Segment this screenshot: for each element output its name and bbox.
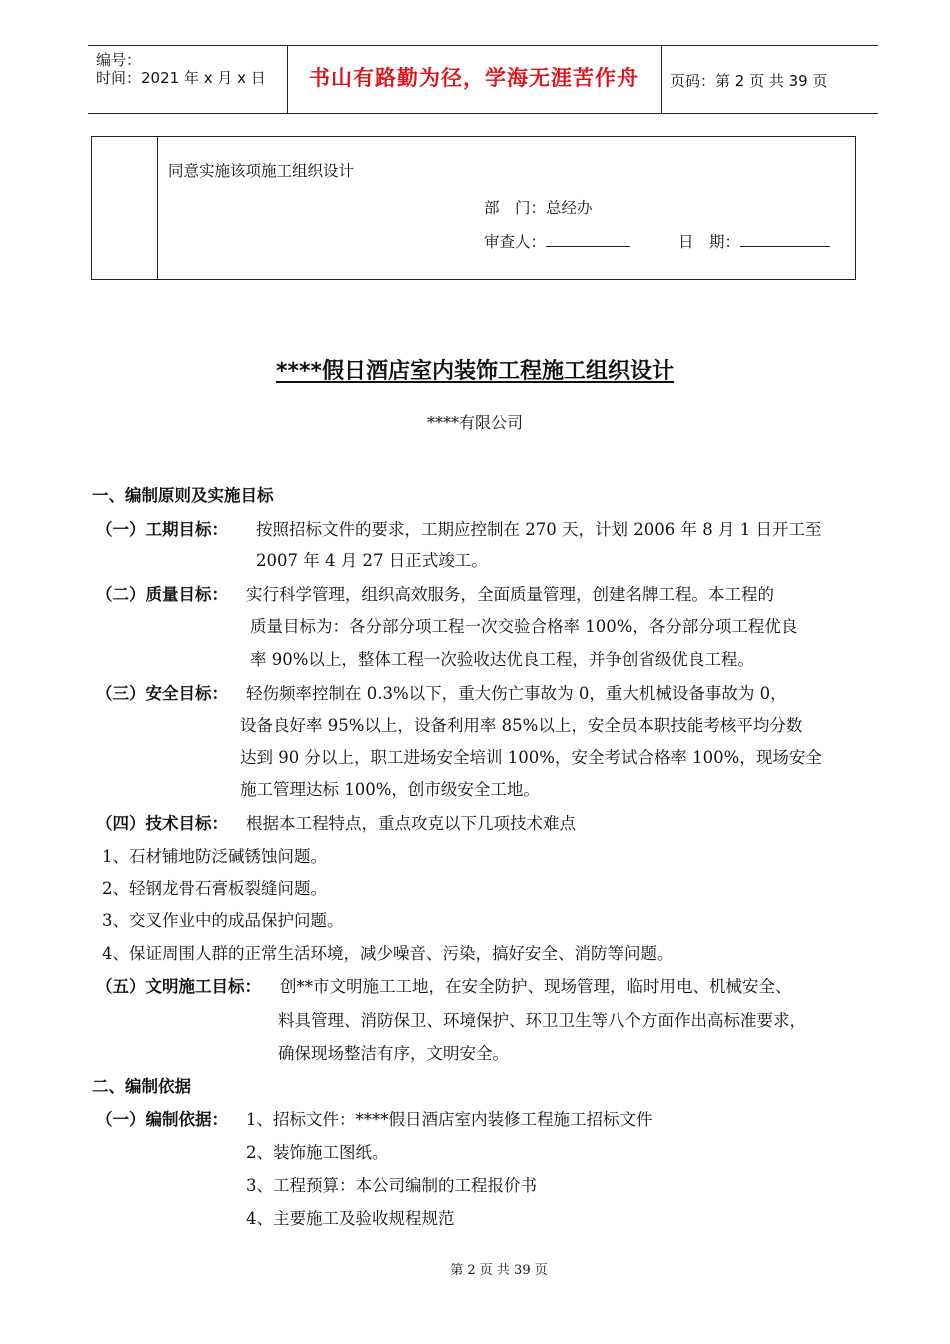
header-divider [661, 45, 662, 113]
goal-label-quality: （二）质量目标： [96, 585, 228, 604]
reviewer-label: 审查人： [484, 233, 547, 251]
paragraph-line: 按照招标文件的要求，工期应控制在 270 天，计划 2006 年 8 月 1 日开工至 [256, 520, 822, 539]
list-item: 2、装饰施工图纸。 [246, 1143, 389, 1162]
list-item: 4、保证周围人群的正常生活环境，减少噪音、污染，搞好安全、消防等问题。 [102, 944, 674, 963]
paragraph-line: 料具管理、消防保卫、环境保护、环卫卫生等八个方面作出高标准要求， [278, 1011, 806, 1030]
date-row [678, 230, 830, 252]
company-name: ****有限公司 [426, 413, 523, 432]
header-bottom-rule [88, 113, 878, 114]
section-heading: 二、编制依据 [92, 1077, 191, 1096]
date-blank[interactable] [740, 232, 830, 247]
approval-opinion: 同意实施该项施工组织设计 [168, 162, 355, 180]
list-item: 4、主要施工及验收规程规范 [246, 1209, 455, 1228]
paragraph-line: 轻伤频率控制在 0.3%以下，重大伤亡事故为 0，重大机械设备事故为 0， [246, 684, 787, 703]
page-label: 页码：第 2 页 共 39 页 [670, 72, 828, 90]
list-item: 2、轻钢龙骨石膏板裂缝问题。 [102, 879, 327, 898]
paragraph-line: 实行科学管理，组织高效服务，全面质量管理，创建名牌工程。本工程的 [246, 585, 774, 604]
reviewer-blank[interactable] [546, 232, 630, 247]
department-value: 总经办 [546, 199, 593, 217]
paragraph-line: 根据本工程特点，重点攻克以下几项技术难点 [246, 814, 576, 833]
motto: 书山有路勤为径，学海无涯苦作舟 [309, 66, 639, 90]
list-item: 1、招标文件：****假日酒店室内装修工程施工招标文件 [246, 1110, 653, 1129]
approval-box [91, 136, 856, 280]
header-top-rule [88, 45, 878, 46]
goal-label-civilized: （五）文明施工目标： [96, 977, 261, 996]
list-item: 3、工程预算：本公司编制的工程报价书 [246, 1176, 537, 1195]
basis-label: （一）编制依据： [96, 1110, 228, 1129]
reviewer-row [484, 230, 630, 252]
department-row [484, 196, 593, 218]
page-footer: 第 2 页 共 39 页 [450, 1263, 548, 1278]
section-heading: 一、编制原则及实施目标 [92, 486, 274, 505]
goal-label-safety: （三）安全目标： [96, 684, 228, 703]
list-item: 1、石材铺地防泛碱锈蚀问题。 [102, 847, 327, 866]
date-label: 日 期： [678, 233, 741, 251]
approval-box-divider [157, 136, 158, 280]
goal-label-technical: （四）技术目标： [96, 814, 228, 833]
list-item: 3、交叉作业中的成品保护问题。 [102, 911, 344, 930]
time-label: 时间：2021 年 x 月 x 日 [96, 69, 266, 87]
paragraph-line: 达到 90 分以上，职工进场安全培训 100%，安全考试合格率 100%，现场安全 [240, 748, 822, 767]
number-label: 编号： [96, 51, 142, 69]
paragraph-line: 率 90%以上，整体工程一次验收达优良工程，并争创省级优良工程。 [250, 650, 754, 669]
goal-label-schedule: （一）工期目标： [96, 520, 228, 539]
paragraph-line: 创**市文明施工工地，在安全防护、现场管理，临时用电、机械安全、 [280, 977, 792, 996]
paragraph-line: 施工管理达标 100%，创市级安全工地。 [240, 780, 540, 799]
paragraph-line: 质量目标为：各分部分项工程一次交验合格率 100%，各分部分项工程优良 [250, 617, 798, 636]
paragraph-line: 2007 年 4 月 27 日正式竣工。 [256, 551, 488, 570]
document-title: ****假日酒店室内装饰工程施工组织设计 [275, 359, 675, 384]
paragraph-line: 设备良好率 95%以上，设备利用率 85%以上，安全员本职技能考核平均分数 [240, 716, 803, 735]
department-label: 部 门： [484, 199, 547, 217]
paragraph-line: 确保现场整洁有序，文明安全。 [278, 1044, 509, 1063]
